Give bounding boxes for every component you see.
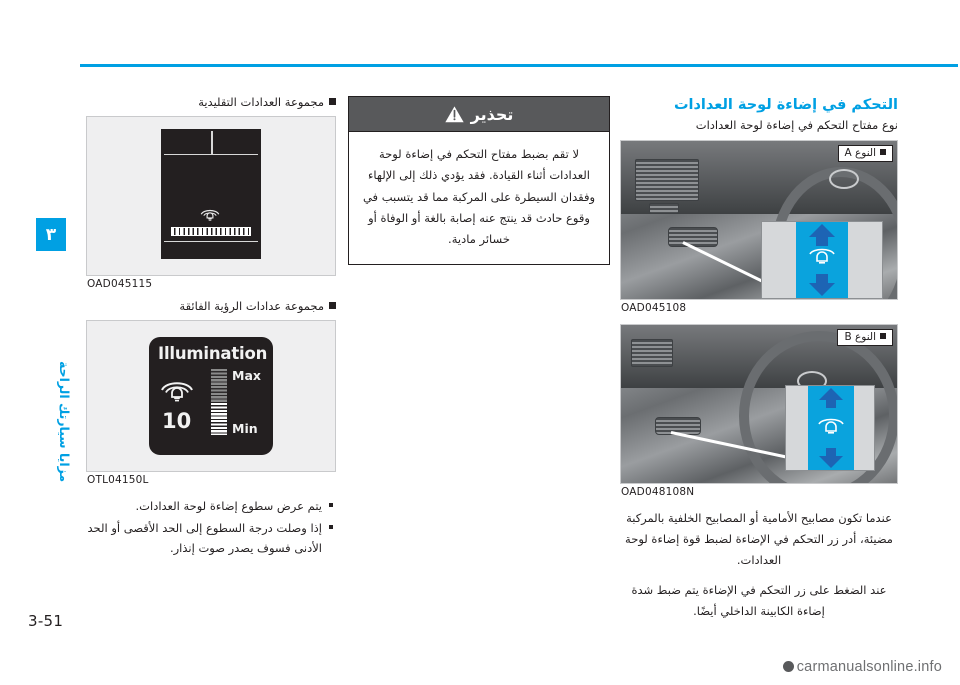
- watermark-dot-icon: [783, 661, 794, 672]
- figure-heading-text: مجموعة عدادات الرؤية الفائقة: [179, 298, 324, 313]
- illumination-min-label: Min: [232, 420, 258, 436]
- switch-arrows-icon: [796, 222, 848, 298]
- figure-heading-supervision-cluster: [86, 300, 336, 314]
- page-number: 3-51: [28, 612, 64, 630]
- type-label-text: النوع B: [844, 330, 876, 343]
- warning-body-text: لا تقم بضبط مفتاح التحكم في إضاءة لوحة العدادات أثناء القيادة. فقد يؤدي ذلك إلى الإلهاء وفقدان السيطرة على المركبة مما قد يتسبب في وقوع حادث قد ينتج عنه إصابة بالغة أو الوفاة أو خسائر مادية.: [362, 147, 596, 247]
- figure-heading-conventional-cluster: [86, 96, 336, 110]
- figure-conventional-cluster: [86, 116, 336, 276]
- cluster-divider-vertical: [211, 131, 213, 155]
- figure-heading-text: مجموعة العدادات التقليدية: [198, 95, 324, 109]
- list-item: يتم عرض سطوع إضاءة لوحة العدادات.: [86, 496, 322, 516]
- figure-caption-supervision-cluster: OTL04150L: [87, 473, 149, 486]
- type-label-a: [838, 145, 894, 162]
- figure-switch-type-b: [620, 324, 898, 484]
- figure-caption-type-a: OAD045108: [621, 301, 687, 314]
- cluster-divider-top: [164, 154, 258, 156]
- brand-logo-icon: [829, 169, 859, 189]
- illumination-title: Illumination: [158, 343, 268, 363]
- type-label-text: النوع A: [844, 146, 876, 159]
- bullet-square-icon: [880, 149, 886, 155]
- switch-arrows-icon: [808, 386, 854, 470]
- left-bullet-list: [86, 496, 336, 558]
- side-tab-label: مزايا سيارتك الراحة: [57, 360, 72, 482]
- side-tab-strip: [0, 0, 80, 685]
- figure-supervision-cluster: [86, 320, 336, 472]
- warning-header: [349, 97, 609, 132]
- figure-caption-type-b: OAD048108N: [621, 485, 695, 498]
- site-watermark: [783, 659, 942, 675]
- body-paragraph-1: عندما تكون مصابيح الأمامية أو المصابيح الخلفية بالمركبة مضيئة، أدر زر التحكم في الإضاءة لضبط قوة إضاءة لوحة العدادات.: [625, 510, 893, 568]
- bullet-square-icon: [329, 98, 336, 105]
- right-column: [620, 96, 898, 622]
- chapter-number-badge: ٣: [36, 218, 66, 251]
- switch-detail-inset-a: [761, 221, 883, 299]
- warning-box: [348, 96, 610, 265]
- figure-switch-type-a: [620, 140, 898, 300]
- header-rule: [80, 64, 958, 67]
- middle-column: [348, 96, 610, 265]
- left-column: [86, 96, 336, 560]
- illumination-gauge: [211, 369, 227, 435]
- type-label-b: [837, 329, 893, 346]
- switch-detail-inset-b: [785, 385, 875, 471]
- illumination-level-bar: [171, 227, 251, 236]
- vent-slot-small: [649, 203, 679, 214]
- illumination-gauge-filled: [211, 369, 227, 402]
- bullet-square-icon: [329, 302, 336, 309]
- cluster-divider-bottom: [164, 241, 258, 243]
- body-paragraph-2: عند الضغط على زر التحكم في الإضاءة يتم ضبط شدة إضاءة الكابينة الداخلي أيضًا.: [631, 582, 887, 618]
- illumination-lamp-icon: [199, 207, 221, 223]
- warning-triangle-icon: [445, 106, 464, 123]
- section-subheading: نوع مفتاح التحكم في إضاءة لوحة العدادات: [695, 117, 898, 132]
- illumination-max-label: Max: [232, 367, 261, 383]
- warning-title: تحذير: [470, 104, 514, 124]
- illumination-popup-art: [149, 337, 273, 455]
- air-vent-left: [635, 159, 699, 201]
- list-item: إذا وصلت درجة السطوع إلى الحد الأقصى أو الحد الأدنى فسوف يصدر صوت إنذار.: [86, 518, 322, 558]
- section-heading: التحكم في إضاءة لوحة العدادات: [673, 97, 898, 113]
- figure-caption-conventional-cluster: OAD045115: [87, 277, 153, 290]
- illumination-lamp-icon: [160, 379, 194, 405]
- watermark-text: carmanualsonline.info: [796, 659, 942, 675]
- illumination-value: 10: [162, 408, 192, 433]
- air-vent-left: [631, 339, 673, 367]
- bullet-square-icon: [880, 333, 886, 339]
- illumination-switch-location: [668, 227, 718, 247]
- conventional-cluster-art: [161, 129, 261, 259]
